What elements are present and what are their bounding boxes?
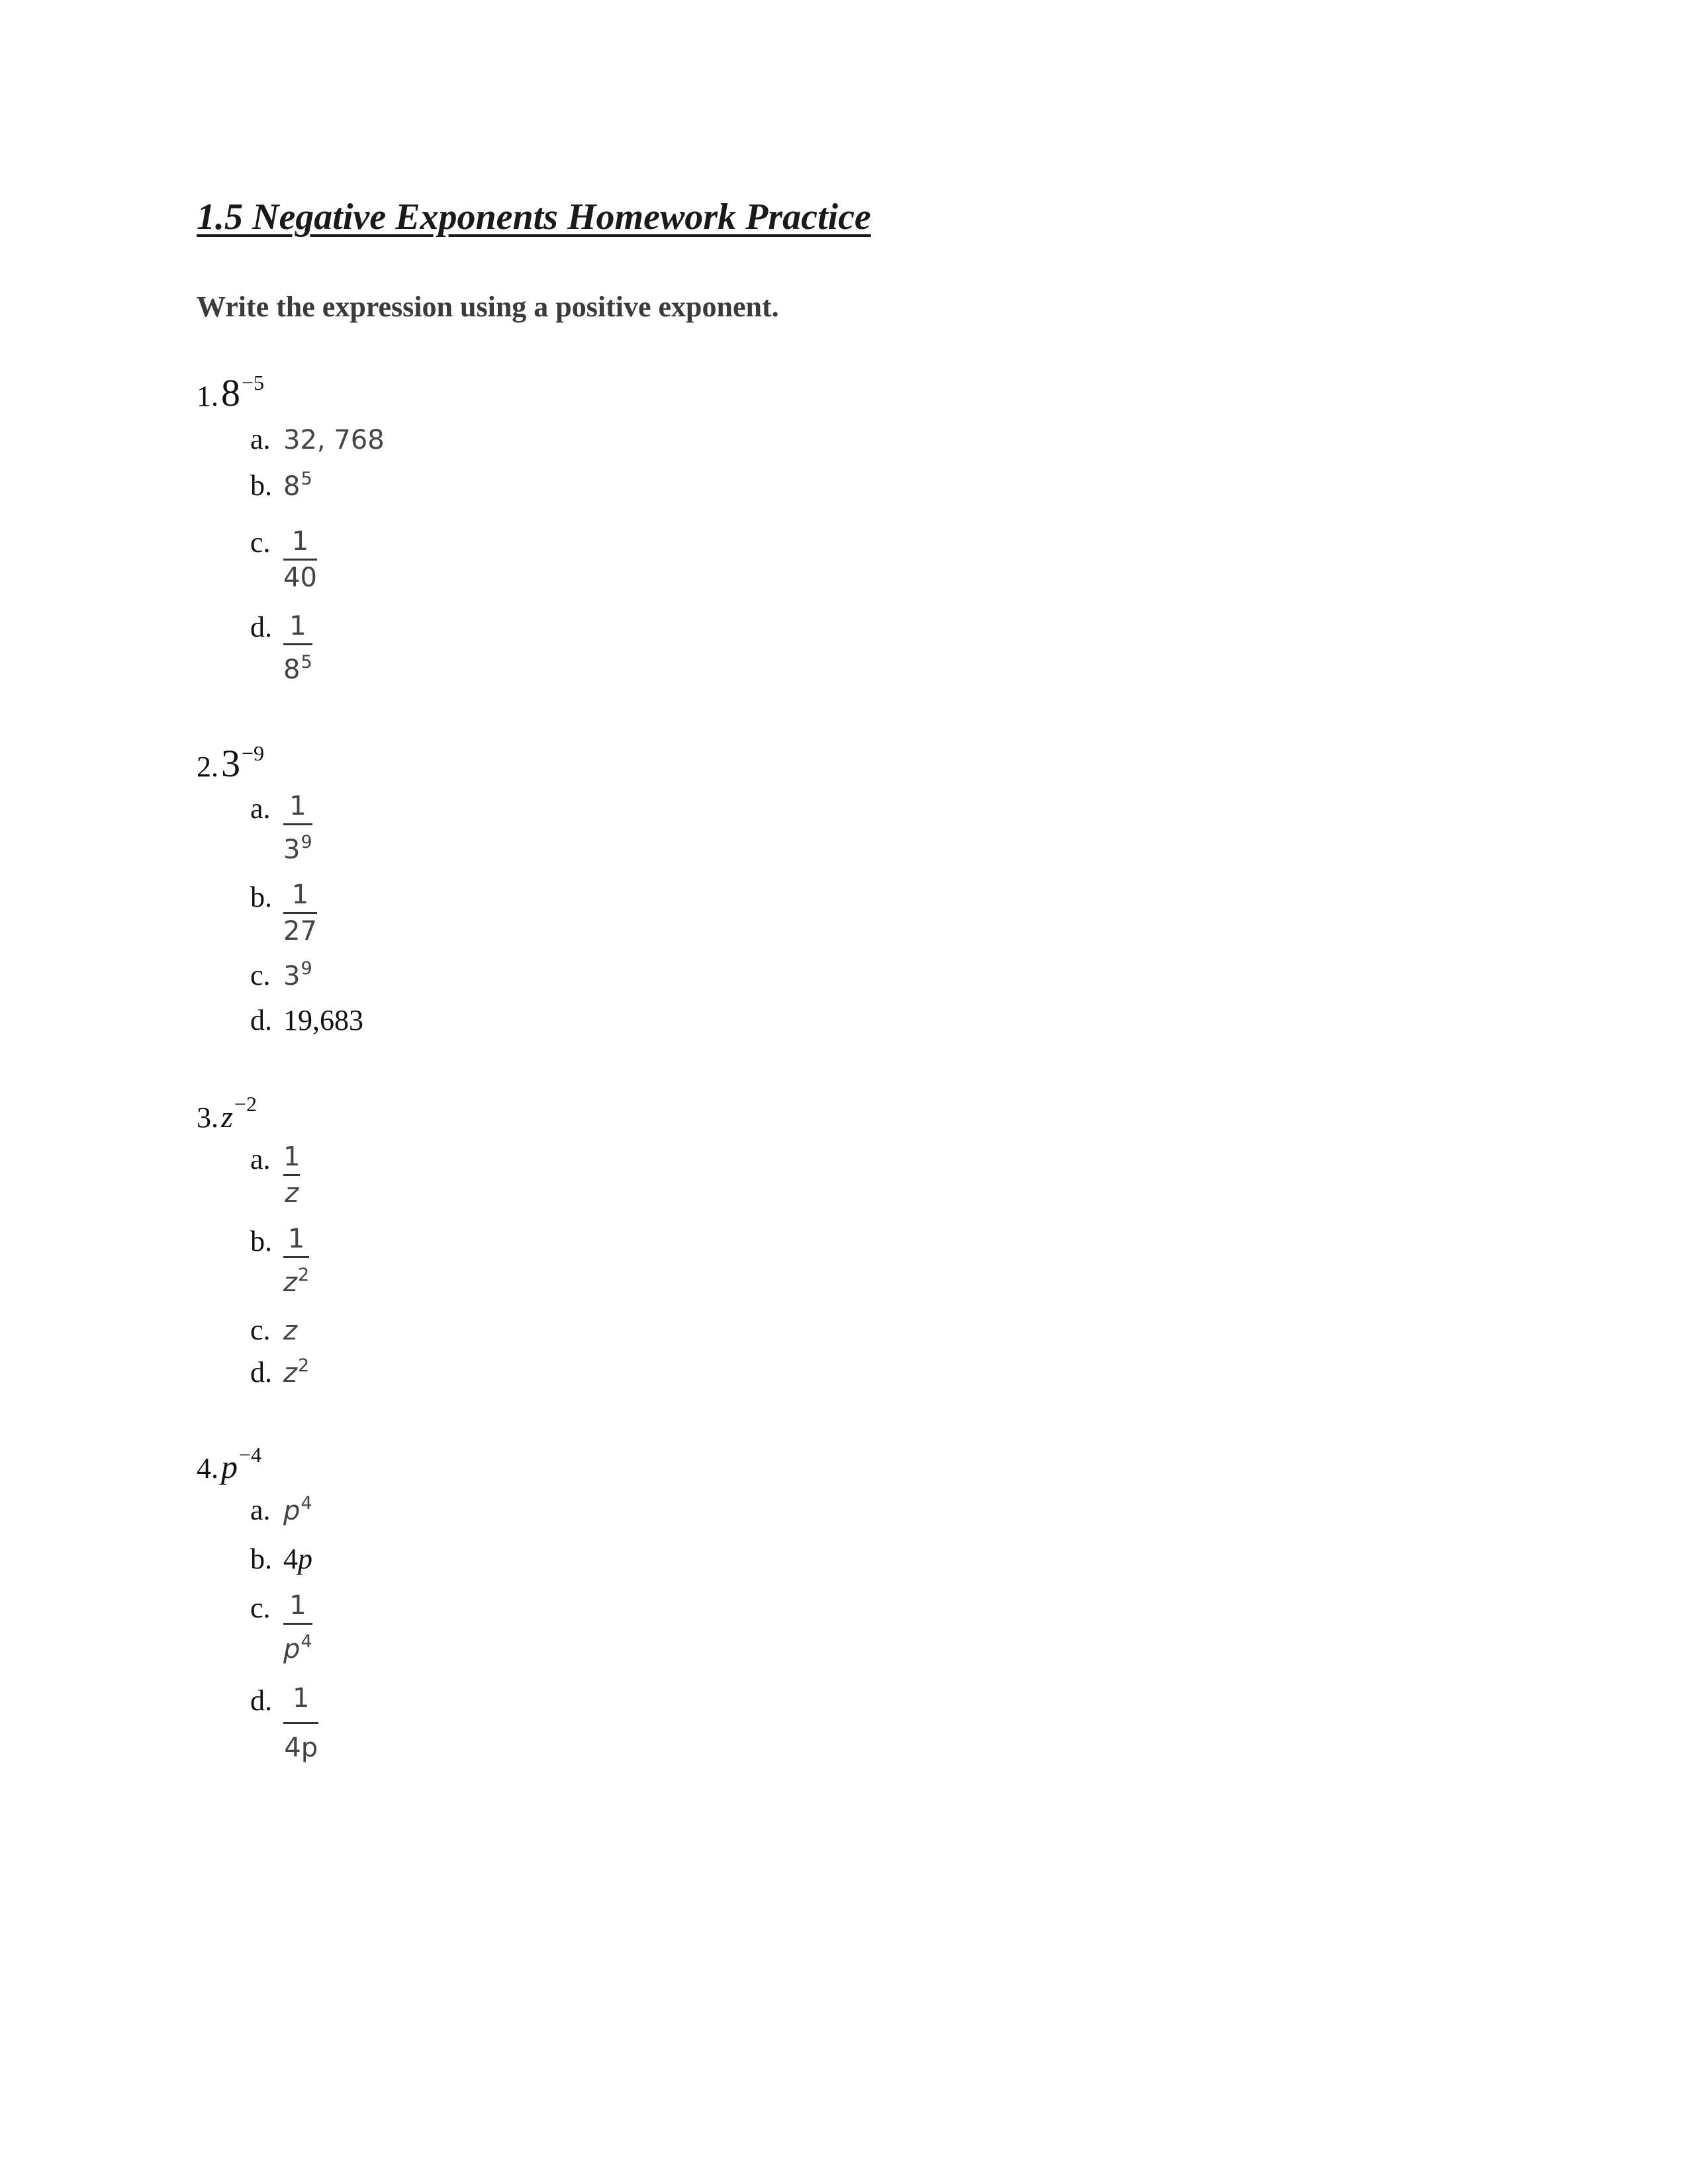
question-1-option-c-fraction xyxy=(283,527,317,592)
question-2 xyxy=(197,741,264,786)
question-2-option-b-fraction xyxy=(283,880,317,946)
option-base: z xyxy=(283,1358,297,1388)
option-label: a. xyxy=(250,1143,271,1175)
option-label: c. xyxy=(250,1314,271,1346)
denominator-base: 8 xyxy=(283,655,301,685)
option-label: d. xyxy=(250,611,272,643)
option-label: a. xyxy=(250,792,271,825)
question-number: 2. xyxy=(197,751,218,783)
option-label: b. xyxy=(250,469,272,502)
option-exponent: 9 xyxy=(301,958,312,979)
question-4-option-d-fraction xyxy=(283,1684,318,1762)
option-value: z xyxy=(283,1316,297,1346)
option-value: 19,683 xyxy=(283,1004,363,1036)
question-number: 4. xyxy=(197,1452,218,1484)
option-label: a. xyxy=(250,423,271,455)
option-label: d. xyxy=(250,1356,272,1388)
question-4-option-b[interactable] xyxy=(250,1542,312,1576)
question-exponent: −9 xyxy=(242,741,265,765)
question-4 xyxy=(197,1443,261,1486)
instructions: Write the expression using a positive exponent. xyxy=(197,291,779,323)
question-number: 1. xyxy=(197,380,218,412)
fraction-numerator: 1 xyxy=(283,1591,312,1625)
fraction-numerator: 1 xyxy=(283,1142,300,1176)
option-label: b. xyxy=(250,881,272,913)
question-exponent: −4 xyxy=(239,1443,262,1467)
option-exponent: 2 xyxy=(298,1355,310,1376)
option-label: c. xyxy=(250,526,271,559)
question-2-option-a-fraction xyxy=(283,792,312,864)
denominator-base: z xyxy=(283,1267,297,1298)
question-1-option-d-fraction xyxy=(283,612,312,684)
question-base: z xyxy=(221,1100,233,1134)
option-label: b. xyxy=(250,1225,272,1257)
question-1 xyxy=(197,371,264,415)
fraction-denominator: 27 xyxy=(283,916,317,946)
denominator-exponent: 2 xyxy=(298,1265,310,1285)
denominator-exponent: 4 xyxy=(301,1631,312,1652)
question-1-option-b[interactable] xyxy=(250,469,312,502)
question-number: 3. xyxy=(197,1101,218,1134)
option-exponent: 4 xyxy=(301,1493,312,1514)
question-1-option-c[interactable] xyxy=(250,525,283,559)
denominator-exponent: 5 xyxy=(301,652,312,672)
question-3-option-c[interactable] xyxy=(250,1313,297,1347)
fraction-numerator: 1 xyxy=(283,1684,318,1724)
page-title: 1.5 Negative Exponents Homework Practice xyxy=(197,197,871,238)
question-1-option-d[interactable] xyxy=(250,610,283,644)
question-2-option-d[interactable] xyxy=(250,1003,363,1037)
option-label: c. xyxy=(250,959,271,991)
question-exponent: −5 xyxy=(242,371,265,394)
question-2-option-a[interactable] xyxy=(250,792,283,825)
question-exponent: −2 xyxy=(234,1092,257,1116)
question-2-option-c[interactable] xyxy=(250,958,312,992)
option-base: 8 xyxy=(283,471,301,502)
option-coefficient: 4 xyxy=(283,1543,298,1575)
fraction-numerator: 1 xyxy=(283,792,312,825)
question-3-option-a-fraction xyxy=(283,1142,300,1208)
fraction-denominator: 4p xyxy=(284,1733,318,1763)
fraction-denominator xyxy=(283,825,312,864)
option-label: d. xyxy=(250,1684,272,1717)
fraction-numerator: 1 xyxy=(283,880,317,914)
option-label: d. xyxy=(250,1004,272,1036)
option-variable: p xyxy=(298,1543,312,1575)
fraction-denominator xyxy=(283,1258,309,1297)
denominator-exponent: 9 xyxy=(301,832,312,852)
fraction-denominator xyxy=(283,645,312,684)
question-1-option-a[interactable] xyxy=(250,422,385,456)
question-3-option-d[interactable] xyxy=(250,1355,309,1389)
denominator-base: 3 xyxy=(283,835,301,865)
question-3-option-a[interactable] xyxy=(250,1142,283,1176)
question-4-option-c-fraction xyxy=(283,1591,312,1664)
fraction-denominator xyxy=(283,1625,312,1664)
fraction-denominator: z xyxy=(285,1178,299,1208)
question-2-option-b[interactable] xyxy=(250,880,283,914)
question-base: 3 xyxy=(221,742,240,785)
option-label: b. xyxy=(250,1543,272,1575)
fraction-denominator: 40 xyxy=(283,563,317,593)
question-base: p xyxy=(221,1448,238,1485)
question-3 xyxy=(197,1092,257,1134)
question-4-option-c[interactable] xyxy=(250,1591,283,1625)
fraction-numerator: 1 xyxy=(283,527,317,561)
fraction-numerator: 1 xyxy=(283,612,312,645)
question-3-option-b[interactable] xyxy=(250,1224,283,1258)
option-base: 3 xyxy=(283,961,301,991)
denominator-base: p xyxy=(283,1634,301,1664)
option-label: c. xyxy=(250,1592,271,1624)
question-4-option-a[interactable] xyxy=(250,1493,312,1527)
question-4-option-d[interactable] xyxy=(250,1684,283,1717)
fraction-numerator: 1 xyxy=(283,1224,309,1258)
question-3-option-b-fraction xyxy=(283,1224,309,1297)
option-exponent: 5 xyxy=(301,469,312,489)
question-base: 8 xyxy=(221,371,240,414)
option-label: a. xyxy=(250,1494,271,1526)
option-value: 32, 768 xyxy=(283,425,385,455)
option-base: p xyxy=(283,1496,301,1526)
